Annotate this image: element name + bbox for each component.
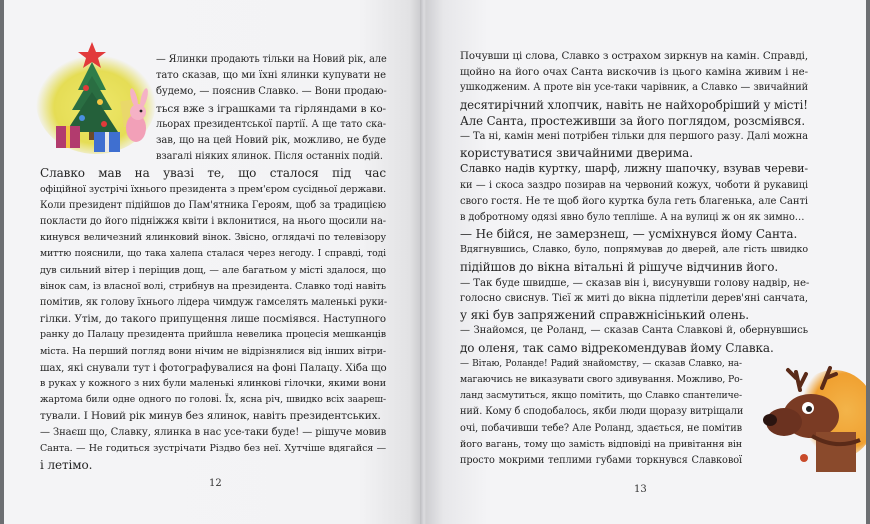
text-line: — Так буде швидше, — сказав він і, висунувши голову надвір, не-: [460, 276, 810, 289]
text-line: вінок сам, із власної волі, стрибнув на президента. Славко тоді навіть: [40, 280, 386, 292]
text-line: в добротному одязі явно було тепліше. А на вулиці ж он як зимно…: [460, 212, 805, 223]
text-line: свого гостя. Не те щоб його куртка була геть благенька, але Санті: [460, 195, 808, 207]
deer-nose-icon: [763, 414, 777, 426]
text-line: у які був запряжений справжнісінький олень.: [460, 308, 749, 323]
text-line: голосно свиснув. Тієї ж миті до вікна підлетіли дерев'яні санчата,: [460, 293, 808, 304]
text-line: ранку до Палацу президента прийшла невелика процесія мешканців: [40, 329, 386, 341]
text-line: його вагань, тому що замість відповіді на привітання він: [460, 438, 742, 450]
text-line: — Знаєш що, Славку, ялинка в нас усе-таки буде! — рішуче мовив: [40, 426, 387, 438]
text-line: до оленя, так само відрекомендував йому Славка.: [460, 340, 774, 355]
text-line: покласти до його підніжжя квіти і вклонитися, на нього щосили на-: [40, 216, 386, 227]
text-line: офіційної зустрічі їхнього президента з прем'єром сусідньої держави.: [40, 183, 386, 195]
text-line: ний. Кому б сподобалось, якби люди щоразу витріщали: [460, 406, 744, 418]
text-line: — Знайомся, це Роланд, — сказав Санта Славкові й, обернувшись: [460, 325, 808, 337]
left-page: [4, 0, 422, 524]
text-line: Славко мав на увазі те, що сталося під час: [40, 166, 386, 181]
page-number-right: 13: [634, 484, 647, 495]
text-line: жартома били одне одного по голові. Їх, ясна річ, швидко всіх заареш-: [40, 394, 386, 406]
text-line: Славко надів куртку, шарф, лижну шапочку, взував череви-: [460, 162, 808, 176]
text-line: підійшов до вікна вітальні й рішуче відчинив його.: [460, 259, 779, 274]
text-line: ки — і скоса заздро позирав на червоний кожух, чоботи й рукавиці: [460, 179, 808, 191]
text-line: помітив, як голову їхнього лідера чимдуж гамселять маленькі руки-: [40, 297, 388, 308]
text-line: — Ялинки продають тільки на Новий рік, але: [156, 54, 387, 65]
text-line: Почувши ці слова, Славко з острахом зиркнув на камін. Справді,: [460, 50, 808, 62]
text-line: — Вітаю, Роланде! Радий знайомству, — сказав Славко, на-: [460, 358, 742, 369]
text-line: зав, що на цей Новий рік, можливо, не буде: [156, 135, 386, 146]
text-line: в руках у кожного з них були маленькі ялинкові гілочки, якими вони: [40, 378, 386, 389]
text-line: магаючись не виказувати свого здивування. Можливо, Ро-: [460, 374, 743, 385]
page-number-left: 12: [209, 478, 222, 489]
text-line: Вдягнувшись, Славко, було, попрямував до дверей, але гість швидко: [460, 244, 808, 256]
bell-icon: [800, 454, 808, 462]
text-line: ланд засмутиться, якщо помітить, що Славко спантеличе-: [460, 390, 742, 402]
text-line: щойно на його очах Санта вискочив із цього каміна живим і не-: [460, 66, 808, 79]
text-line: Коли президент підійшов до Пам'ятника Героям, щоб за традицією: [40, 199, 386, 211]
christmas-tree-illustration: [34, 40, 164, 160]
text-line: Санта. — Не годиться зустрічати Різдво без неї. Хутчіше вдягайся —: [40, 442, 386, 454]
text-line: десятирічний хлопчик, навіть не найхоробріший у місті!: [460, 97, 808, 112]
text-line: будемо, — пояснив Славко. — Вони продаю-: [156, 86, 387, 98]
text-line: миттю пояснили, що така халепа сталася через негоду. І справді, тоді: [40, 248, 386, 260]
text-line: і летімо.: [40, 458, 93, 472]
text-line: — Та ні, камін мені потрібен тільки для першого разу. Далі можна: [460, 131, 809, 142]
text-line: шах, які снували тут і фотографувалися на фоні Палацу. Хіба що: [40, 361, 387, 374]
text-line: ушкодженим. А проте він усе-таки чарівник, а Славко — звичайний: [460, 82, 808, 94]
text-line: Але Санта, простеживши за його поглядом, розсміявся.: [460, 113, 805, 128]
text-line: взагалі ніяких ялинок. Після останніх подій.: [156, 151, 383, 163]
text-line: тато сказав, що ми їхні ялинки купувати не: [156, 70, 386, 82]
text-line: ться вже з іграшками та гірляндами в ко-: [156, 102, 386, 115]
text-line: кинувся величезний ялинковий вінок. Звісно, оглядачі по телевізору: [40, 232, 386, 244]
text-line: — Не бійся, не замерзнеш, — усміхнувся йому Санта.: [460, 227, 798, 242]
text-line: гілки. Утім, до такого припущення лише посміявся. Наступного: [40, 313, 386, 326]
text-line: користуватися звичайними дверима.: [460, 146, 693, 161]
right-page: [426, 0, 866, 524]
reindeer-illustration: [756, 360, 866, 475]
text-line: тували. І Новий рік минув без ялинок, навіть президентських.: [40, 410, 381, 423]
text-line: очі, побачивши тебе? Але Роланд, здається, не помітив: [460, 422, 742, 434]
text-line: міста. На перший погляд вони нічим не відрізнялися від інших вітри-: [40, 345, 386, 357]
text-line: просто мокрими теплими губами торкнувся Славкової: [460, 455, 742, 466]
text-line: дув сильний вітер і періщив дощ, — але багатьом у місті здалося, що: [40, 264, 386, 276]
text-line: льорах президентської партії. А ще тато ска-: [156, 118, 386, 130]
